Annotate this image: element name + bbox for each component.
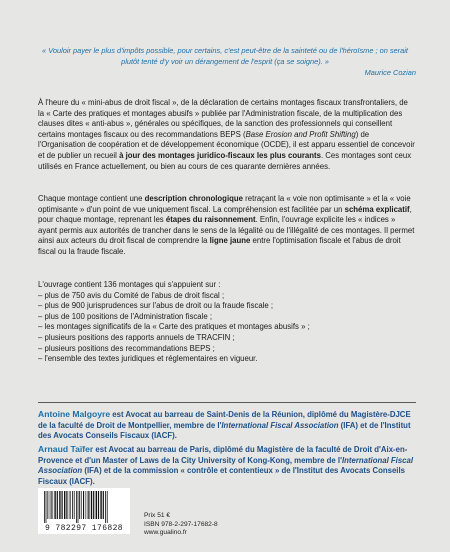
list-item: – plus de 100 positions de l'Administration fiscale ; [38,311,212,321]
italic-text: International Fiscal Association [221,420,339,430]
barcode-bar [91,491,92,519]
barcode-bar [93,491,94,519]
contents-lead: L'ouvrage contient 136 montages qui s'appuient sur : [38,280,221,289]
barcode-bar [74,491,75,519]
barcode-bar [62,491,63,519]
list-item: – plusieurs positions des rapports annuels de TRACFIN ; [38,332,235,342]
barcode-bar [98,491,99,519]
barcode-bar [46,491,47,523]
publisher-website: www.gualino.fr [144,529,187,537]
text-run: retraçant la « voie non optimisante » et la « voie optimisante » d'un point de vue uniquement fiscal. La compréhension est facilitée par un [38,194,411,214]
barcode-bar [107,491,108,523]
barcode-bar [96,491,97,519]
list-item: – les montages significatifs de la « Carte des pratiques et montages abusifs » ; [38,322,310,332]
text-run: ) de l'Organisation de coopération et de développement économique (OCDE), il est apparu essentiel de concevoir et de publier un recueil [38,129,415,160]
barcode-bar [78,491,79,523]
barcode-bar [49,491,50,519]
text-run: À l'heure du « mini-abus de droit fiscal », de la déclaration de certains montages fiscaux transfrontaliers, de la « Carte des pratiques et montages abusifs » publiée par l'Administration fiscale, de la multiplication des clauses dites « anti-abus », générales ou spécifiques, de la sanction des professionnels qui conseillent certains montages fiscaux ou des recommandations BEPS ( [38,98,408,139]
isbn-barcode [38,488,130,534]
barcode-bar [66,491,67,519]
barcode-bar [79,491,80,519]
list-item: – plus de 750 avis du Comité de l'abus de droit fiscal ; [38,290,225,300]
barcode-bar [54,491,55,519]
text-run: est Avocat au barreau de Saint-Denis de la Réunion, diplômé du Magistère-DJCE de la faculté de Droit de Montpellier, membre de l' [38,410,411,430]
barcode-number: 9 782297 176828 [44,524,123,533]
quote-author: Maurice Cozian [364,67,416,77]
barcode-bar [44,491,45,523]
list-item: – l'ensemble des textes juridiques et réglementaires en vigueur. [38,354,258,364]
barcode-bar [59,491,60,519]
barcode-bar [53,491,54,519]
list-item: – plusieurs positions des recommandations BEPS ; [38,343,215,353]
intro-paragraph-2 [38,194,416,258]
contents-paragraph [38,280,416,365]
text-run: (IFA) et de l'Institut des Avocats Conseils Fiscaux (IACF). [38,420,411,441]
barcode-bar [103,491,104,519]
barcode-bar [76,491,77,523]
bold-text: ligne jaune [209,236,251,246]
barcode-bar [69,491,70,519]
author-bio-1 [38,409,416,442]
text-run: Chaque montage contient une [38,194,145,203]
barcode-bar [87,491,88,519]
barcode-bar [85,491,86,519]
intro-paragraph-1 [38,98,416,172]
text-run: . Enfin, l'ouvrage explicite les « indices » ayant permis aux autorités de trancher dans le sens de la légalité ou de l'illégalité de ces montages. Il permet ainsi aux acteurs du droit fiscal de comprendre la [38,215,415,246]
barcode-bar [81,491,82,519]
author-bio-2 [38,444,416,487]
author-name: Arnaud Taïfer [38,444,94,454]
author-name: Antoine Malgoyre [38,409,111,419]
barcode-bar [88,491,89,519]
publisher-info [144,512,218,538]
price: Prix 51 € [144,512,171,519]
barcode-bar [83,491,84,519]
bold-text: étapes du raisonnement [165,215,256,225]
text-run: , pour chaque montage, reprenant les [38,204,412,225]
barcode-bar [72,491,73,519]
bold-text: schéma explicatif [344,204,410,214]
italic-text: Base Erosion and Profit Shifting [245,129,356,139]
bold-text: à jour des montages juridico-fiscaux les plus courants [119,150,321,160]
barcode-bar [47,491,48,519]
barcode-bar [57,491,58,519]
epigraph-quote [34,46,416,78]
isbn: ISBN 978-2-297-17682-8 [144,520,218,528]
italic-text: International Fiscal Association [38,455,414,476]
barcode-bar [70,491,71,519]
contents-list [38,291,416,365]
list-item: – plus de 900 jurisprudences sur l'abus de droit ou la fraude fiscale ; [38,301,274,311]
barcode-bar [105,491,106,523]
barcode-icon [42,491,126,523]
text-run: est Avocat au barreau de Paris, diplômé du Magistère de la faculté de Droit d'Aix-en-Provence et d'un Master of Laws de la City University of Kong-Kong, membre de l' [38,445,408,465]
bold-text: description chronologique [144,194,243,203]
barcode-bar [51,491,52,519]
author-bio-text [38,445,413,486]
text-run: (IFA) et de la commission « contrôle et contentieux » de l'Institut des Avocats Conseils Fiscaux (IACF). [38,466,405,486]
quote-text: « Vouloir payer le plus d'impôts possible, pour certains, c'est peut-être de la sainteté ou de l'héroïsme ; on serait plutôt tenté d'y voir un dérangement de l'esprit (ça se soigne). » [42,46,408,66]
section-divider [38,402,416,403]
text-run: . Ces montages sont ceux utilisés en France actuellement, ou bien au cours de ces quarante dernières années. [38,150,412,171]
barcode-bar [100,491,101,519]
text-run: entre l'optimisation fiscale et l'abus de droit fiscal ou la fraude fiscale. [38,236,401,256]
barcode-bar [64,491,65,519]
